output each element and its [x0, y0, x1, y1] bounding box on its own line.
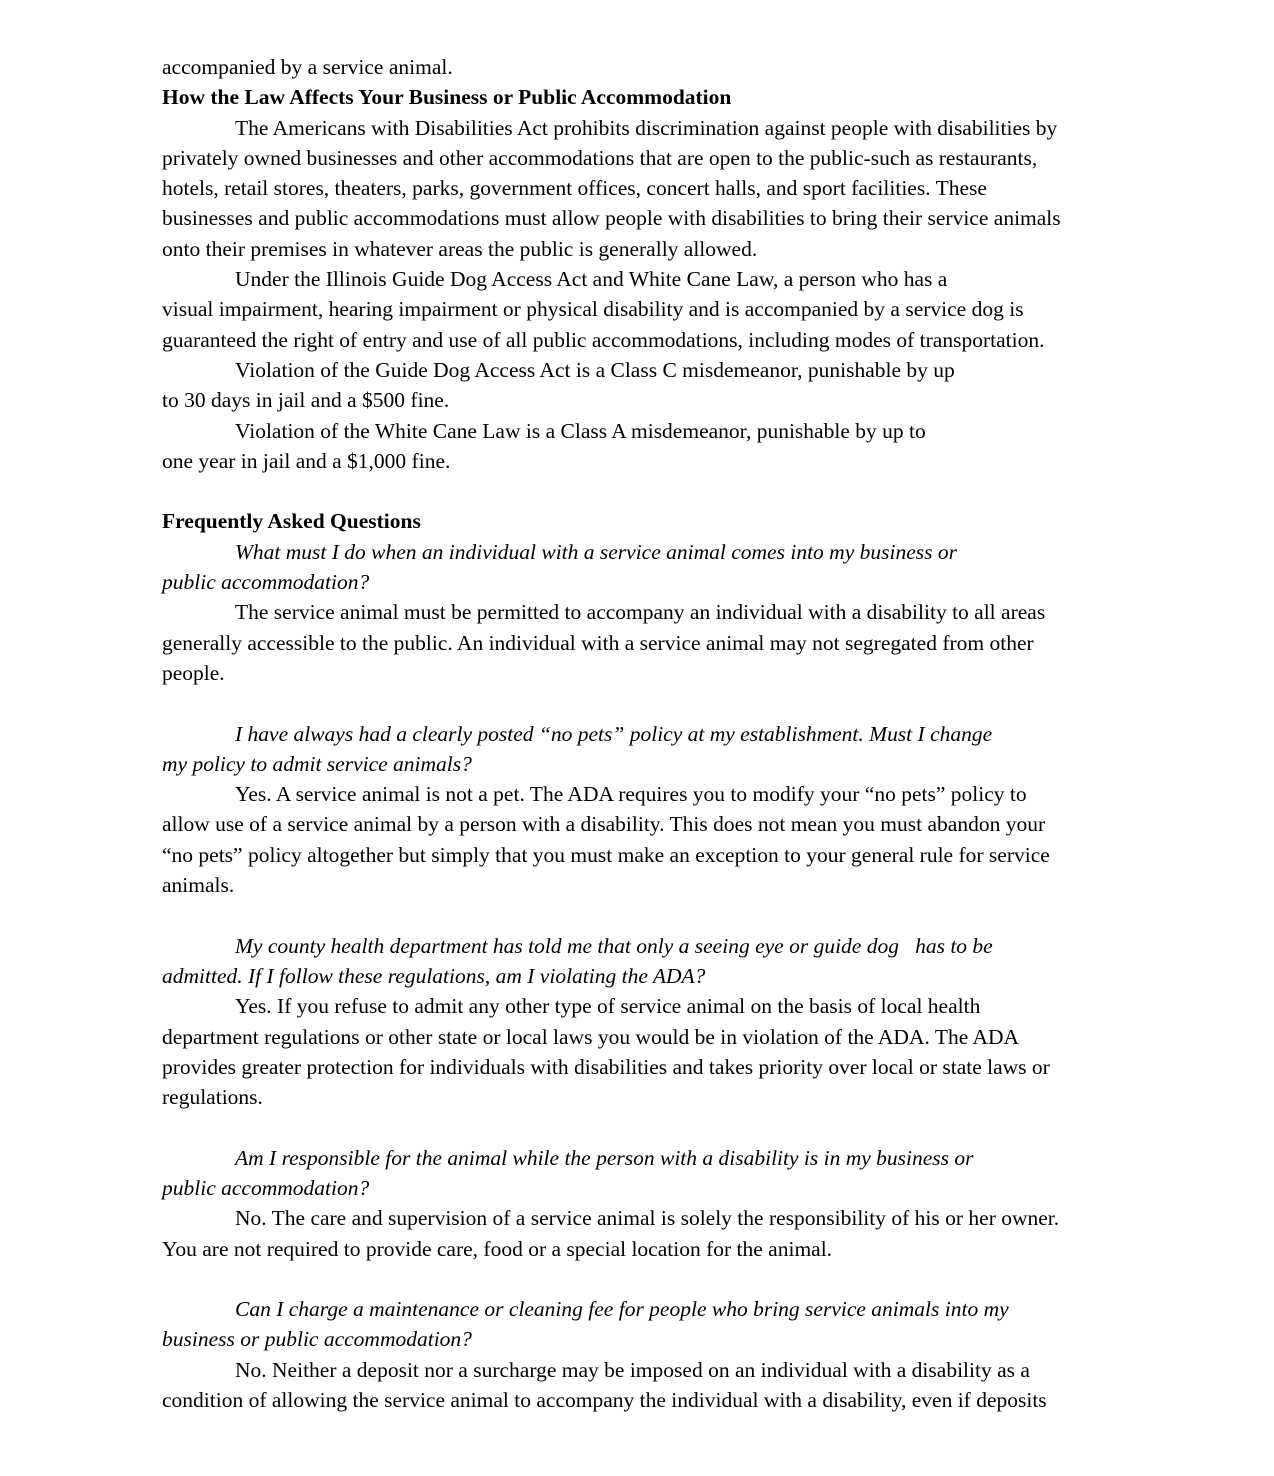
faq-answer-line: No. Neither a deposit nor a surcharge may be imposed on an individual with a disability as a: [235, 1357, 1030, 1382]
faq-answer-line: You are not required to provide care, food or a special location for the animal.: [162, 1236, 833, 1261]
faq-answer-line: condition of allowing the service animal to accompany the individual with a disability, even if deposits: [162, 1388, 1047, 1413]
section-heading-law: How the Law Affects Your Business or Public Accommodation: [162, 85, 732, 110]
paragraph-line: one year in jail and a $1,000 fine.: [162, 448, 451, 473]
faq-item: [162, 1143, 1112, 1264]
spacer: [162, 1112, 1112, 1142]
faq-answer-line: The service animal must be permitted to accompany an individual with a disability to all areas: [235, 600, 1046, 625]
paragraph-line: hotels, retail stores, theaters, parks, government offices, concert halls, and sport facilities. These: [162, 176, 987, 201]
faq-answer-line: regulations.: [162, 1085, 263, 1110]
paragraph-line: onto their premises in whatever areas the public is generally allowed.: [162, 236, 758, 261]
faq-answer-line: Yes. A service animal is not a pet. The ADA requires you to modify your “no pets” policy to: [235, 782, 1027, 807]
faq-answer-line: animals.: [162, 873, 235, 898]
faq-answer-line: “no pets” policy altogether but simply that you must make an exception to your general rule for service: [162, 842, 1050, 867]
paragraph-line: Violation of the White Cane Law is a Class A misdemeanor, punishable by up to: [235, 418, 926, 443]
faq-answer-line: Yes. If you refuse to admit any other type of service animal on the basis of local health: [235, 994, 981, 1019]
faq-question-line: public accommodation?: [162, 1175, 370, 1200]
faq-answer-line: department regulations or other state or local laws you would be in violation of the ADA. The ADA: [162, 1024, 1020, 1049]
faq-answer-line: provides greater protection for individuals with disabilities and takes priority over local or state laws or: [162, 1054, 1050, 1079]
paragraph-line: Violation of the Guide Dog Access Act is a Class C misdemeanor, punishable by up: [235, 357, 955, 382]
spacer: [162, 1264, 1112, 1294]
faq-answer-line: generally accessible to the public. An individual with a service animal may not segregated from other: [162, 630, 1034, 655]
faq-answer-line: allow use of a service animal by a person with a disability. This does not mean you must abandon your: [162, 812, 1046, 837]
faq-question-line: business or public accommodation?: [162, 1327, 472, 1352]
paragraph-line: privately owned businesses and other accommodations that are open to the public-such as restaurants,: [162, 145, 1038, 170]
law-paragraph-guide-dog-violation: [162, 355, 1112, 416]
faq-question-line: my policy to admit service animals?: [162, 751, 472, 776]
paragraph-line: guaranteed the right of entry and use of all public accommodations, including modes of transportation.: [162, 327, 1045, 352]
faq-question-line: I have always had a clearly posted “no pets” policy at my establishment. Must I change: [235, 721, 993, 746]
law-paragraph-ada: [162, 113, 1112, 264]
paragraph-line: Under the Illinois Guide Dog Access Act and White Cane Law, a person who has a: [235, 267, 948, 292]
faq-question-line: Am I responsible for the animal while the person with a disability is in my business or: [235, 1145, 974, 1170]
spacer: [162, 476, 1112, 506]
intro-tail-text: accompanied by a service animal.: [162, 55, 453, 79]
faq-question-line: Can I charge a maintenance or cleaning fee for people who bring service animals into my: [235, 1297, 1009, 1322]
faq-question-line: admitted. If I follow these regulations, am I violating the ADA?: [162, 963, 706, 988]
law-paragraph-illinois: [162, 264, 1112, 355]
spacer: [162, 900, 1112, 930]
faq-question-line: public accommodation?: [162, 570, 370, 595]
paragraph-line: The Americans with Disabilities Act prohibits discrimination against people with disabilities by: [235, 115, 1058, 140]
faq-item: [162, 537, 1112, 688]
paragraph-line: to 30 days in jail and a $500 fine.: [162, 388, 450, 413]
section-heading-faq: Frequently Asked Questions: [162, 509, 421, 534]
faq-item: [162, 1294, 1112, 1415]
spacer: [162, 688, 1112, 718]
document-page: [162, 52, 1112, 1415]
law-paragraph-white-cane-violation: [162, 416, 1112, 477]
faq-answer-line: No. The care and supervision of a service animal is solely the responsibility of his or her owner.: [235, 1206, 1060, 1231]
faq-question-line: What must I do when an individual with a service animal comes into my business or: [235, 539, 957, 564]
paragraph-line: businesses and public accommodations must allow people with disabilities to bring their service animals: [162, 206, 1061, 231]
faq-answer-line: people.: [162, 660, 225, 685]
faq-item: [162, 719, 1112, 901]
faq-item: [162, 931, 1112, 1113]
paragraph-line: visual impairment, hearing impairment or physical disability and is accompanied by a service dog is: [162, 297, 1024, 322]
faq-question-line: My county health department has told me that only a seeing eye or guide dog has to be: [235, 933, 993, 958]
